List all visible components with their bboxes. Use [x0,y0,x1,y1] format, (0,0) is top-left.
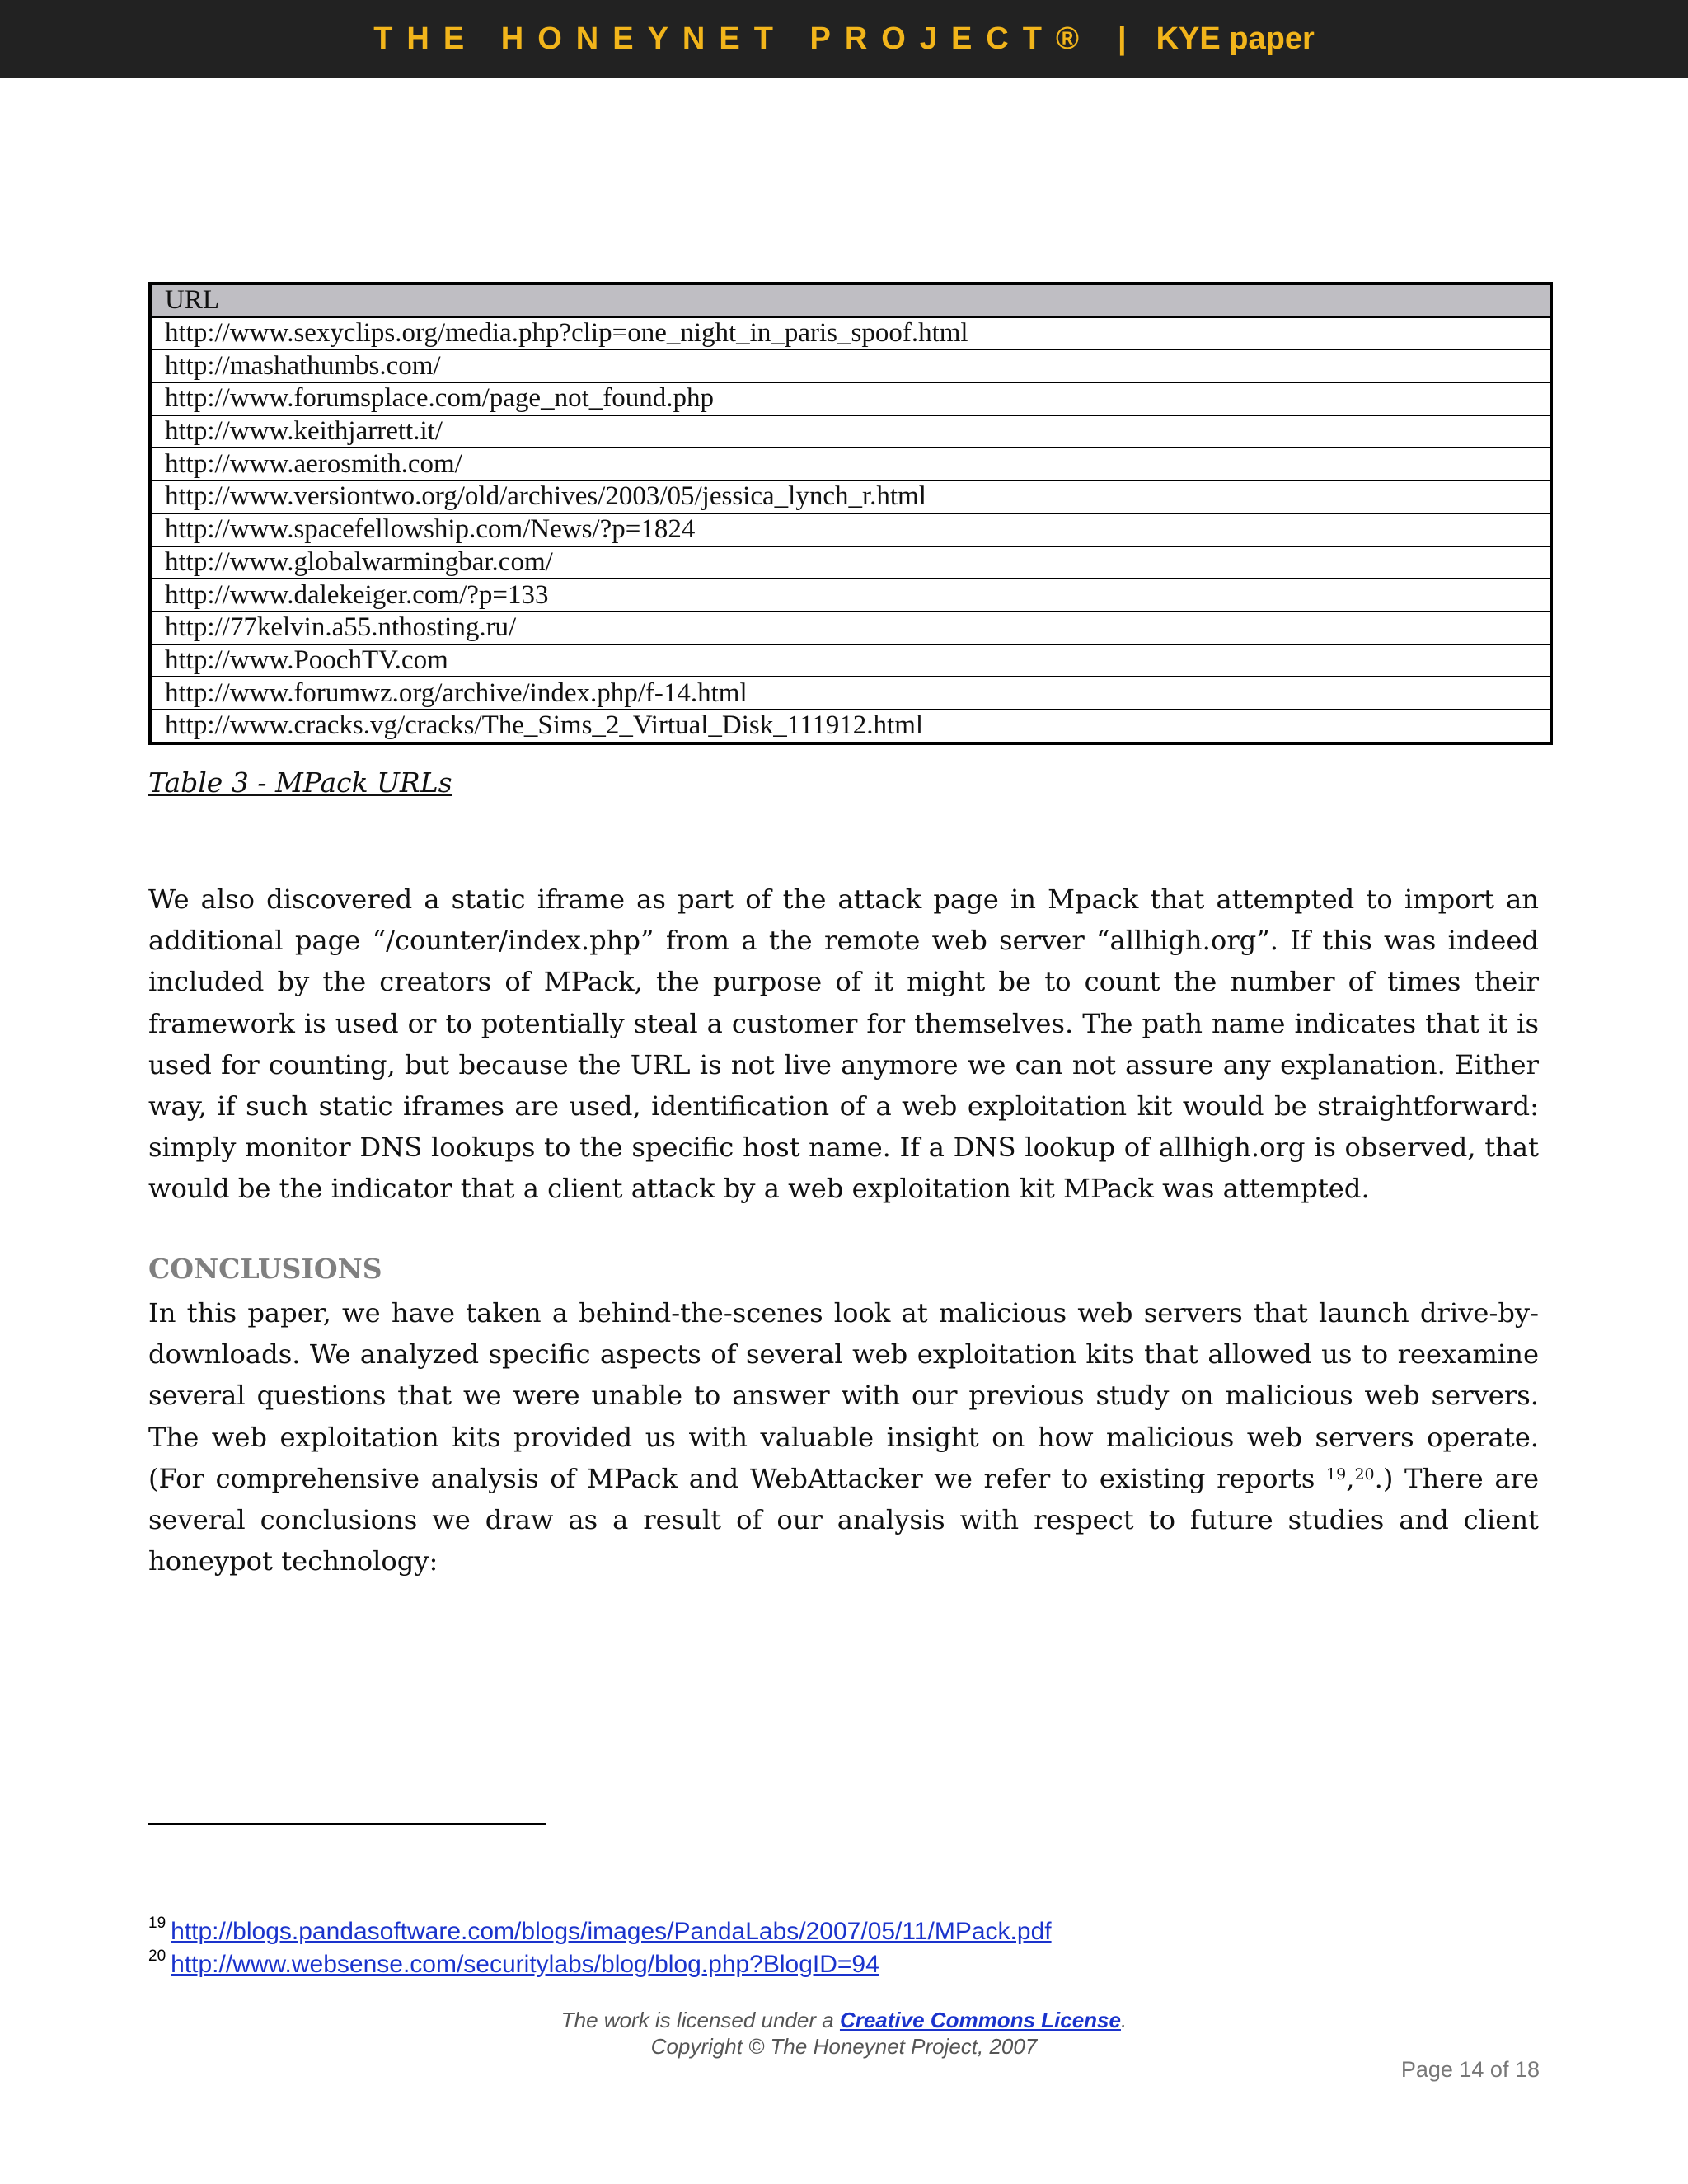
footnote-link[interactable]: http://www.websense.com/securitylabs/blog/blog.php?BlogID=94 [171,1951,879,1978]
footnote-ref-20[interactable]: 20 [1354,1465,1375,1483]
header-separator: | [1117,21,1127,56]
footnote-ref-19[interactable]: 19 [1326,1465,1347,1483]
url-cell: http://mashathumbs.com/ [150,349,1551,382]
url-cell: http://www.dalekeiger.com/?p=133 [150,579,1551,612]
paper-type: KYE paper [1156,21,1315,56]
footnote-divider [148,1823,546,1825]
mpack-url-table [148,282,1553,745]
header-bar [0,0,1688,78]
table-row [150,349,1551,382]
body-paragraph-conclusions [148,1292,1539,1582]
url-cell: http://www.PoochTV.com [150,644,1551,677]
page-number: Page 14 of 18 [1400,2057,1540,2082]
url-cell: http://77kelvin.a55.nthosting.ru/ [150,612,1551,644]
footnote-20 [148,1947,879,1979]
body-paragraph-iframe: We also discovered a static iframe as part of the attack page in Mpack that attempted to import an additional page “/counter/index.php” from a the remote web server “allhigh.org”. If this was indeed included by the creators of MPack, the purpose of it might be to count the number of times their framework is used or to potentially steal a customer for themselves. The path name indicates that it is used for counting, but because the URL is not live anymore we can not assure any explanation. Either way, if such static iframes are used, identification of a web exploitation kit would be straightforward: simply monitor DNS lookups to the specific host name. If a DNS lookup of allhigh.org is observed, that would be the indicator that a client attack by a web exploitation kit MPack was attempted. [148,883,1539,1205]
license-line [0,2008,1688,2033]
footnote-number: 20 [148,1947,166,1965]
table-caption: Table 3 - MPack URLs [148,766,452,799]
table-row [150,480,1551,513]
footnote-number: 19 [148,1915,166,1932]
table-row [150,677,1551,710]
url-cell: http://www.forumsplace.com/page_not_found.php [150,382,1551,415]
license-prefix: The work is licensed under a [560,2008,840,2032]
table-row [150,317,1551,350]
section-heading: CONCLUSIONS [148,1253,382,1285]
table-row [150,579,1551,612]
table-row [150,710,1551,743]
creative-commons-link[interactable]: Creative Commons License [839,2008,1121,2032]
ref-separator: , [1346,1462,1355,1494]
url-cell: http://www.aerosmith.com/ [150,448,1551,480]
table-row [150,448,1551,480]
table-row [150,612,1551,644]
url-cell: http://www.forumwz.org/archive/index.php/f-14.html [150,677,1551,710]
copyright-line: Copyright © The Honeynet Project, 2007 [650,2034,1038,2059]
footnote-link[interactable]: http://blogs.pandasoftware.com/blogs/images/PandaLabs/2007/05/11/MPack.pdf [171,1918,1052,1945]
paragraph-text: In this paper, we have taken a behind-the-scenes look at malicious web servers that launch drive-by-downloads. We analyzed specific aspects of several web exploitation kits that allowed us to reexamine several questions that we were unable to answer with our previous study on malicious web servers. The web exploitation kits provided us with valuable insight on how malicious web servers operate. (For comprehensive analysis of MPack and WebAttacker we refer to existing reports [148,1297,1539,1494]
table-row [150,513,1551,546]
table-header-row [150,284,1551,317]
url-cell: http://www.spacefellowship.com/News/?p=1824 [150,513,1551,546]
url-column-header: URL [150,284,1551,317]
url-cell: http://www.cracks.vg/cracks/The_Sims_2_Virtual_Disk_111912.html [150,710,1551,743]
footnote-19 [148,1915,1052,1946]
paragraph-text-end: .) There are several conclusions we draw as a result of our analysis with respect to future studies and client honeypot technology: [148,1462,1539,1577]
table-row [150,546,1551,579]
table-row [150,415,1551,448]
url-cell: http://www.sexyclips.org/media.php?clip=one_night_in_paris_spoof.html [150,317,1551,350]
url-cell: http://www.versiontwo.org/old/archives/2003/05/jessica_lynch_r.html [150,480,1551,513]
url-cell: http://www.globalwarmingbar.com/ [150,546,1551,579]
project-title: THE HONEYNET PROJECT® [373,21,1093,56]
table-row [150,644,1551,677]
url-cell: http://www.keithjarrett.it/ [150,415,1551,448]
table-row [150,382,1551,415]
license-suffix: . [1120,2008,1128,2032]
